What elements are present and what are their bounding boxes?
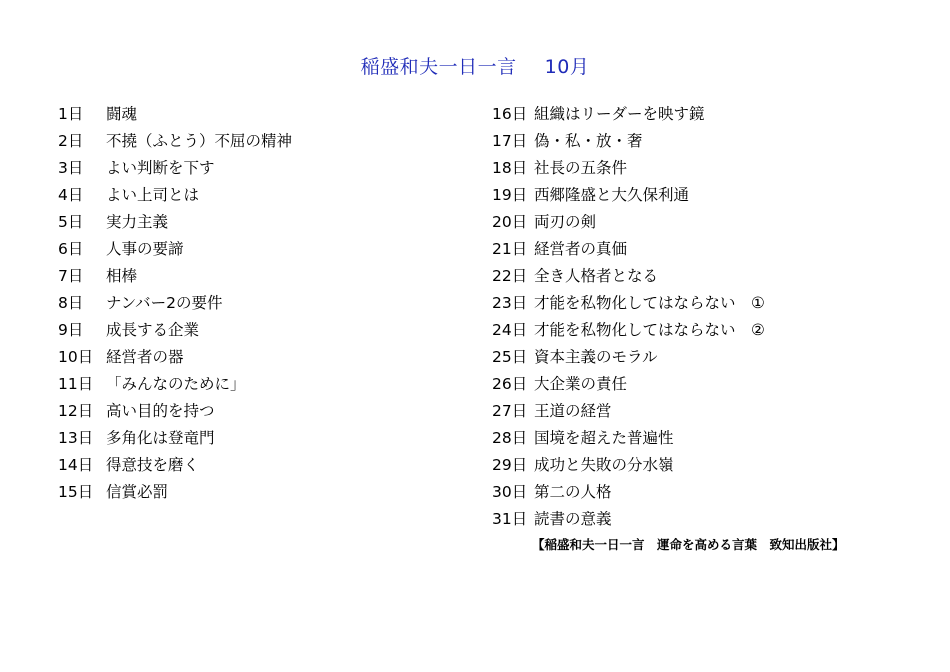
day-label: 26日 [492,375,528,393]
quote-title: 資本主義のモラル [534,348,658,366]
list-item [58,425,292,452]
list-item [492,479,765,506]
day-label: 20日 [492,213,528,231]
quote-title: 全き人格者となる [534,267,659,285]
list-item [492,317,765,344]
day-label: 28日 [492,429,528,447]
quote-title: 経営者の真価 [534,240,628,258]
quote-title: 相棒 [106,267,138,285]
day-label: 15日 [58,483,94,501]
day-label: 23日 [492,294,528,312]
list-item [492,155,765,182]
quote-title: 高い目的を持つ [106,402,215,420]
quote-title: 第二の人格 [534,483,612,501]
list-item [58,236,292,263]
quote-title: ナンバー2の要件 [106,294,223,312]
title-main: 稲盛和夫一日一言 [360,56,517,78]
list-item [492,344,765,371]
day-label: 2日 [58,132,84,150]
list-item [58,398,292,425]
list-item [58,101,292,128]
quote-title: 才能を私物化してはならない ② [534,321,765,339]
quote-title: よい上司とは [106,186,200,204]
list-item [492,398,765,425]
quote-title: 信賞必罰 [106,483,169,501]
list-item [58,263,292,290]
quote-title: 大企業の責任 [534,375,628,393]
quote-title: 才能を私物化してはならない ① [534,294,765,312]
quote-title: 不撓（ふとう）不屈の精神 [106,132,293,150]
day-label: 18日 [492,159,528,177]
list-item [58,290,292,317]
quote-title: 得意技を磨く [106,456,200,474]
page-title [0,52,950,79]
day-label: 22日 [492,267,528,285]
day-label: 1日 [58,105,84,123]
quote-title: 成功と失敗の分水嶺 [534,456,674,474]
day-label: 30日 [492,483,528,501]
quote-title: 組織はリーダーを映す鏡 [534,105,705,123]
list-item [492,101,765,128]
quote-title: 偽・私・放・奢 [534,132,643,150]
quote-title: 成長する企業 [106,321,200,339]
list-item [58,344,292,371]
title-month: 10月 [544,56,590,78]
list-item [492,182,765,209]
day-label: 9日 [58,321,84,339]
day-label: 27日 [492,402,528,420]
quote-title: 実力主義 [106,213,169,231]
day-label: 3日 [58,159,84,177]
day-label: 21日 [492,240,528,258]
list-item [58,155,292,182]
quote-title: 経営者の器 [106,348,184,366]
quote-title: 社長の五条件 [534,159,628,177]
day-label: 31日 [492,510,528,528]
day-label: 25日 [492,348,528,366]
day-label: 24日 [492,321,528,339]
left-column-list [58,101,292,506]
quote-title: 西郷隆盛と大久保利通 [534,186,690,204]
day-label: 8日 [58,294,84,312]
quote-title: 人事の要諦 [106,240,184,258]
list-item [58,209,292,236]
list-item [58,182,292,209]
list-item [492,425,765,452]
quote-title: 多角化は登竜門 [106,429,215,447]
day-label: 5日 [58,213,84,231]
list-item [492,452,765,479]
quote-title: 読書の意義 [534,510,612,528]
day-label: 7日 [58,267,84,285]
list-item [492,236,765,263]
day-label: 17日 [492,132,528,150]
day-label: 19日 [492,186,528,204]
quote-title: 「みんなのために」 [106,375,246,393]
right-column-list [492,101,765,533]
list-item [58,452,292,479]
day-label: 6日 [58,240,84,258]
quote-title: 王道の経営 [534,402,612,420]
quote-title: よい判断を下す [106,159,215,177]
list-item [58,371,292,398]
list-item [58,317,292,344]
day-label: 4日 [58,186,84,204]
day-label: 29日 [492,456,528,474]
day-label: 11日 [58,375,94,393]
day-label: 12日 [58,402,94,420]
day-label: 13日 [58,429,94,447]
list-item [492,209,765,236]
list-item [492,371,765,398]
quote-title: 両刃の剣 [534,213,597,231]
source-citation: 【稲盛和夫一日一言 運命を高める言葉 致知出版社】 [532,537,845,552]
list-item [492,263,765,290]
quote-title: 闘魂 [106,105,138,123]
day-label: 16日 [492,105,528,123]
list-item [492,290,765,317]
quote-title: 国境を超えた普遍性 [534,429,674,447]
list-item [492,128,765,155]
day-label: 10日 [58,348,94,366]
day-label: 14日 [58,456,94,474]
list-item [58,479,292,506]
list-item [492,506,765,533]
list-item [58,128,292,155]
